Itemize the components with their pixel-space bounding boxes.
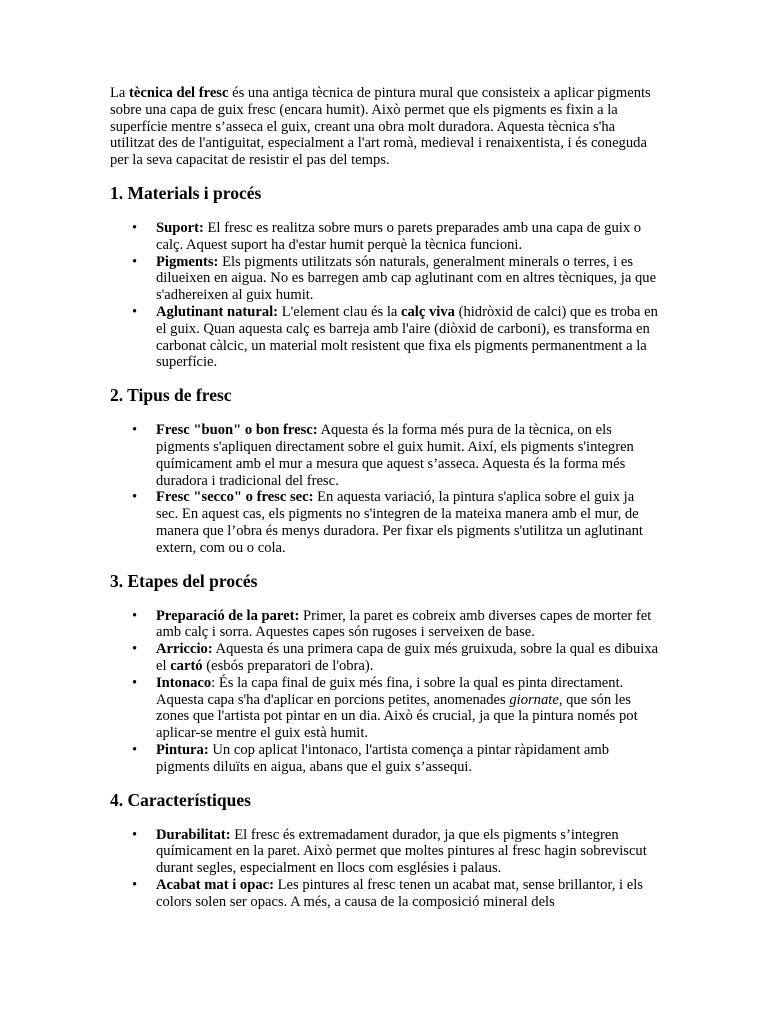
- item-text: Aquesta és una primera capa de guix més gruixuda, sobre la qual es dibuixa el: [156, 641, 659, 674]
- list-item: [156, 304, 660, 371]
- item-bold-label: Fresc "secco" o fresc sec:: [156, 489, 314, 506]
- list-item: [156, 422, 660, 489]
- list-item: [156, 877, 660, 911]
- item-text: : És la capa final de guix més fina, i sobre la qual es pinta directament. Aquesta capa s'ha d'aplicar en porcions petites, anomenades: [156, 674, 624, 708]
- list-item: [156, 675, 660, 742]
- item-bold-label: Fresc "buon" o bon fresc:: [156, 422, 318, 439]
- intro-text-start: La: [110, 85, 130, 101]
- list-item: [156, 641, 660, 675]
- item-bold-label: Aglutinant natural:: [156, 303, 279, 320]
- list-item: [156, 608, 660, 642]
- item-text: El fresc es realitza sobre murs o parets preparades amb una capa de guix o calç. Aquest suport ha d'estar humit perquè la tècnica funcioni.: [156, 219, 642, 253]
- item-bold-label: Intonaco: [156, 674, 212, 691]
- intro-paragraph: [110, 85, 660, 169]
- item-bold-label: Durabilitat:: [156, 826, 231, 843]
- section-heading: 2. Tipus de fresc: [110, 385, 232, 406]
- item-text: , que són les zones que l'artista pot pintar en un dia. Això és crucial, ja que la pintura només pot aplicar-se mentre el guix està humit.: [156, 691, 638, 742]
- item-bold-term: cartó: [170, 657, 203, 674]
- item-bold-label: Pintura:: [156, 741, 209, 758]
- item-text: Primer, la paret es cobreix amb diverses capes de morter fet amb calç i sorra. Aquestes capes són rugoses i serveixen de base.: [156, 607, 652, 641]
- item-text: En aquesta variació, la pintura s'aplica sobre el guix ja sec. En aquest cas, els pigments no s'integren de la mateixa manera amb el mur, de manera que l’obra és menys duradora. Per fixar els pigments s'utilitza un aglutinant extern, com ou o cola.: [156, 489, 643, 556]
- item-bold-label: Pigments:: [156, 253, 219, 270]
- item-italic-term: giornate: [509, 691, 559, 708]
- item-bold-label: Preparació de la paret:: [156, 607, 300, 624]
- item-bold-label: Acabat mat i opac:: [156, 876, 274, 893]
- item-text: El fresc és extremadament durador, ja que els pigments s’integren químicament en la paret. Això permet que moltes pintures al fresc hagin sobreviscut durant segles, especialment en llocs com esglésies i palaus.: [156, 826, 647, 877]
- bullet-list: [110, 827, 660, 911]
- item-text: Els pigments utilitzats són naturals, generalment minerals o terres, i es dilueixen en aigua. No es barregen amb cap aglutinant com en altres tècniques, ja que s'adhereixen al guix humit.: [156, 253, 657, 304]
- list-item: [156, 254, 660, 304]
- item-text: (hidròxid de calci) que es troba en el guix. Quan aquesta calç es barreja amb l'aire (diòxid de carboni), es transforma en carbonat càlcic, un material molt resistent que fixa els pigments permanentment a la superfície.: [156, 303, 658, 371]
- bullet-list: [110, 608, 660, 776]
- section-heading: 4. Característiques: [110, 789, 251, 810]
- list-item: [156, 489, 660, 556]
- section-heading: 1. Materials i procés: [110, 182, 262, 203]
- bullet-list: [110, 422, 660, 556]
- intro-bold-term: tècnica del fresc: [129, 85, 229, 101]
- list-item: [156, 220, 660, 254]
- item-text: L'element clau és la: [278, 303, 402, 320]
- intro-text-rest: és una antiga tècnica de pintura mural que consisteix a aplicar pigments sobre una capa de guix fresc (encara humit). Això permet que els pigments es fixin a la superfície mentre s’asseca el guix, creant una obra molt duradora. Aquesta tècnica s'ha utilitzat des de l'antiguitat, especialment a l'art romà, medieval i renaixentista, i és coneguda per la seva capacitat de resistir el pas del temps.: [110, 85, 651, 169]
- list-item: [156, 742, 660, 776]
- item-bold-label: Suport:: [156, 219, 204, 236]
- item-text: Les pintures al fresc tenen un acabat mat, sense brillantor, i els colors solen ser opacs. A més, a causa de la composició mineral dels: [156, 876, 643, 910]
- list-item: [156, 827, 660, 877]
- document-page: [110, 85, 660, 924]
- item-text: Aquesta és la forma més pura de la tècnica, on els pigments s'apliquen directament sobre el guix humit. Així, els pigments s'integren químicament amb el mur a mesura que aquest s’asseca. Aquesta és la forma més duradora i tradicional del fresc.: [156, 422, 634, 489]
- section-heading: 3. Etapes del procés: [110, 570, 258, 591]
- item-text: Un cop aplicat l'intonaco, l'artista comença a pintar ràpidament amb pigments diluïts en aigua, abans que el guix s’assequi.: [156, 741, 610, 775]
- item-bold-term: calç viva: [401, 303, 455, 320]
- item-bold-label: Arriccio:: [156, 641, 213, 658]
- bullet-list: [110, 220, 660, 371]
- item-text: (esbós preparatori de l'obra).: [202, 657, 374, 674]
